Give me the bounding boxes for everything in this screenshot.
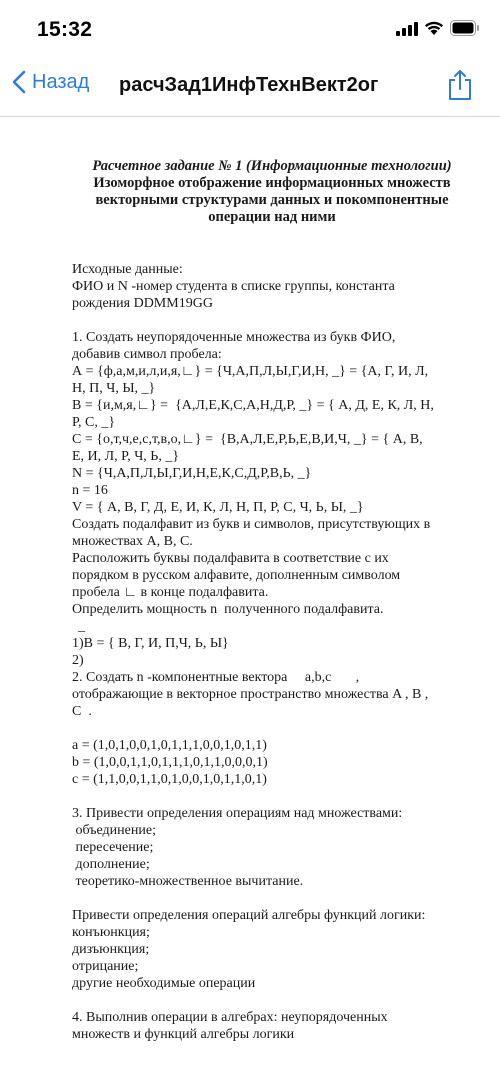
- task1-line: С = {о,т,ч,е,с,т,в,о,∟} = {В,А,Л,Е,Р,Ь,Е,В,И,Ч, _} = { А, В,: [72, 432, 423, 447]
- intro-line: рождения DDMM19GG: [72, 296, 213, 311]
- task1-line: Е, И, Л, Р, Ч, Ь, _}: [72, 449, 180, 464]
- task3-line: 3. Привести определения операциям над множествами:: [72, 806, 403, 821]
- task1-line: Р, С, _}: [72, 415, 116, 430]
- task2-line: 2. Создать n -компонентные вектора a,b,c ,: [72, 670, 360, 685]
- task2-line: C .: [72, 704, 92, 719]
- task1-line: Расположить буквы подалфавита в соответствие с их: [72, 551, 389, 566]
- chevron-left-icon: [12, 70, 26, 94]
- heading-line: операции над ними: [208, 209, 336, 225]
- task1-line: добавив символ пробела:: [72, 347, 222, 362]
- logic-line: другие необходимые операции: [72, 976, 256, 991]
- heading-italic: Расчетное задание № 1 (Информационные технологии): [92, 158, 452, 174]
- task1-line: Создать подалфавит из букв и символов, присутствующих в: [72, 517, 431, 532]
- logic-line: Привести определения операций алгебры функций логики:: [72, 908, 426, 923]
- task3-line: теоретико-множественное вычитание.: [72, 874, 304, 889]
- task1-line: 1. Создать неупорядоченные множества из букв ФИО,: [72, 330, 396, 345]
- document-page: [72, 158, 472, 1043]
- heading-line: Изоморфное отображение информационных множеств: [93, 175, 451, 191]
- vector-line: c = (1,1,0,0,1,1,0,1,0,0,1,0,1,1,0,1): [72, 772, 267, 787]
- intro-line: ФИО и N -номер студента в списке группы, константа: [72, 279, 395, 294]
- status-time: 15:32: [37, 18, 93, 41]
- document-heading: [72, 158, 472, 226]
- task2-line: отображающие в векторное пространство множества A , B ,: [72, 687, 429, 702]
- task1-line: А = {ф,а,м,и,л,и,я,∟} = {Ч,А,П,Л,Ы,Г,И,Н, _} = {А, Г, И, Л,: [72, 364, 429, 379]
- dash-mark: _: [78, 619, 85, 634]
- answer-line: 1)В = { В, Г, И, П,Ч, Ь, Ы}: [72, 636, 229, 651]
- battery-icon: [450, 20, 480, 36]
- vector-line: a = (1,0,1,0,0,1,0,1,1,1,0,0,1,0,1,1): [72, 738, 267, 753]
- task3-line: дополнение;: [72, 857, 150, 872]
- navigation-bar: [0, 58, 500, 117]
- task1-line: порядком в русском алфавите, дополненным символом: [72, 568, 401, 583]
- vector-line: b = (1,0,0,1,1,0,1,1,1,0,1,1,0,0,0,1): [72, 755, 268, 770]
- logic-line: отрицание;: [72, 959, 139, 974]
- task1-line: В = {и,м,я,∟} = {А,Л,Е,К,С,А,Н,Д,Р, _} = { А, Д, Е, К, Л, Н,: [72, 398, 434, 413]
- task1-line: V = { А, В, Г, Д, Е, И, К, Л, Н, П, Р, С, Ч, Ь, Ы, _}: [72, 500, 364, 515]
- wifi-icon: [424, 20, 444, 36]
- document-title: расчЗад1ИнфТехнВект2ог: [119, 74, 379, 96]
- task4-line: 4. Выполнив операции в алгебрах: неупорядоченных: [72, 1010, 388, 1025]
- cellular-signal-icon: [396, 22, 418, 36]
- task1-line: n = 16: [72, 483, 108, 498]
- task4-line: множеств и функций алгебры логики: [72, 1027, 295, 1042]
- status-bar: [0, 0, 500, 58]
- logic-line: дизъюнкция;: [72, 942, 150, 957]
- task1-line: Н, П, Ч, Ы, _}: [72, 381, 156, 396]
- task3-line: пересечение;: [72, 840, 154, 855]
- logic-line: конъюнкция;: [72, 925, 150, 940]
- heading-line: векторными структурами данных и покомпонентные: [95, 192, 449, 208]
- back-button[interactable]: [12, 70, 89, 94]
- intro-label: Исходные данные:: [72, 262, 183, 277]
- task1-line: множествах А, В, С.: [72, 534, 193, 549]
- share-button[interactable]: [446, 69, 474, 106]
- task3-line: объединение;: [72, 823, 156, 838]
- share-icon: [446, 69, 474, 101]
- back-label: Назад: [32, 70, 90, 93]
- task1-line: Определить мощность n полученного подалфавита.: [72, 602, 384, 617]
- answer-line: 2): [72, 653, 84, 668]
- task1-line: N = {Ч,А,П,Л,Ы,Г,И,Н,Е,К,С,Д,Р,В,Ь, _}: [72, 466, 312, 481]
- task1-line: пробела ∟ в конце подалфавита.: [72, 585, 269, 600]
